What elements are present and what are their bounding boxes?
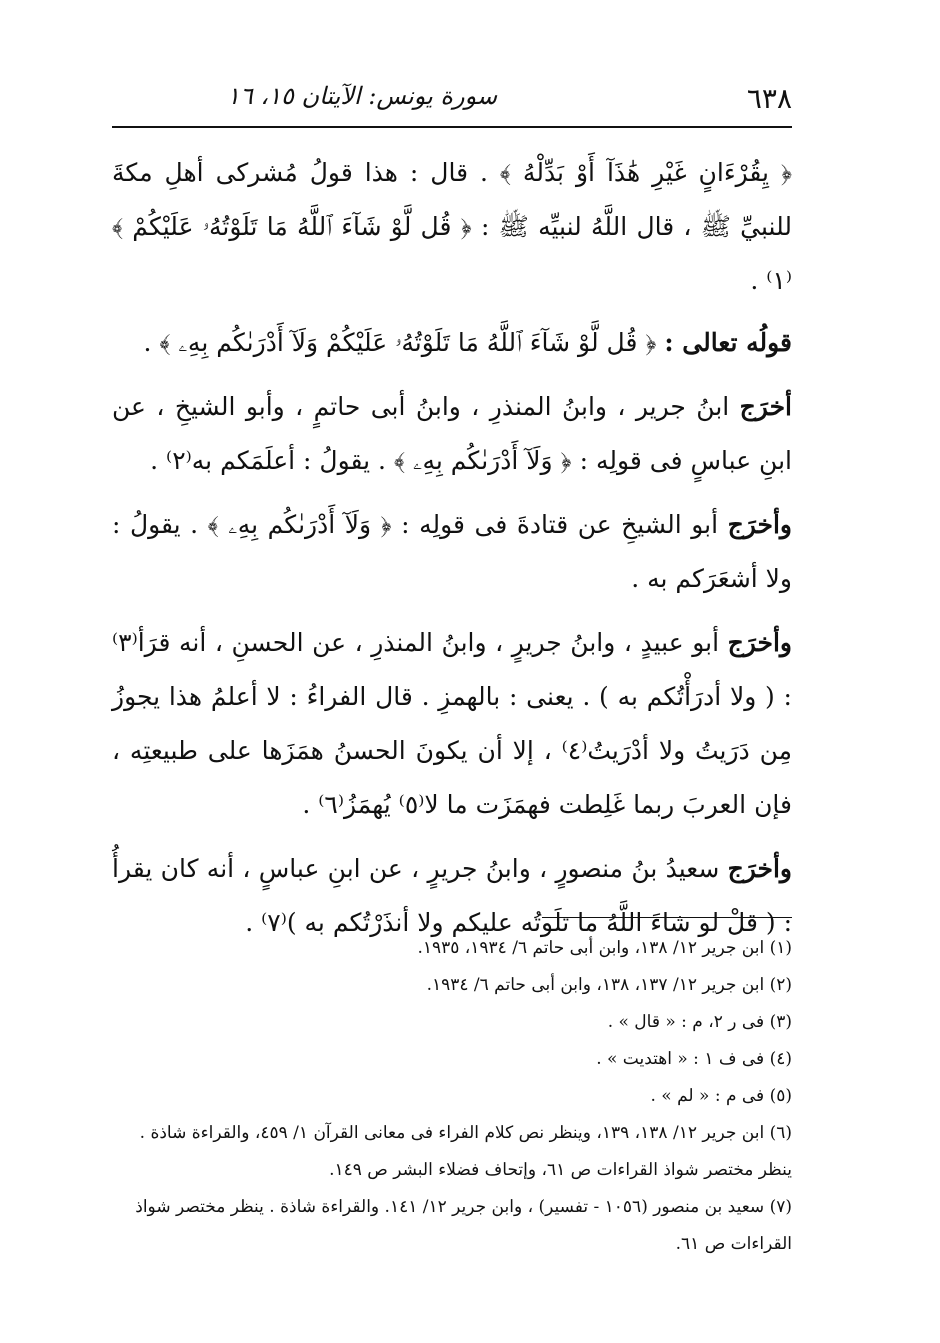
footnote-rule (542, 917, 792, 918)
paragraph-lead: وأخرَج (727, 510, 792, 539)
paragraph-lead: وأخرَج (727, 628, 792, 657)
footnote: (٧) سعيد بن منصور (١٠٥٦ - تفسير) ، وابن جرير ١٢/ ١٤١. والقراءة شاذة . ينظر مختصر شواذ القراءات ص ٦١. (135, 1197, 792, 1254)
body-text (112, 146, 792, 960)
paragraph-text: سعيدُ بنُ منصورٍ ، وابنُ جريرٍ ، عن ابنِ عباسٍ ، أنه كان يقرأُ : ( قلْ لو شاءَ اللَّهُ ما تلَوتُه عليكم ولا أنذَرْتُكم به )⁽٧⁾ . (112, 854, 792, 937)
paragraph (112, 146, 792, 308)
footnote: (٤) فى ف ١ : « اهتديت » . (596, 1049, 792, 1069)
paragraph (112, 616, 792, 832)
paragraph (112, 380, 792, 488)
footnote: (٣) فى ر ٢، م : « قال » . (607, 1012, 792, 1032)
paragraph-text: ﴿ قُل لَّوْ شَآءَ ٱللَّهُ مَا تَلَوْتُهُۥ عَلَيْكُمْ وَلَآ أَدْرَىٰكُم بِهِۦ ﴾ . (143, 328, 665, 357)
page-number: ٦٣٨ (746, 82, 792, 115)
paragraph-lead: أخرَج (739, 392, 792, 421)
footnote: (١) ابن جرير ١٢/ ١٣٨، وابن أبى حاتم ٦/ ١٩٣٤، ١٩٣٥. (417, 938, 792, 958)
footnote: (٢) ابن جرير ١٢/ ١٣٧، ١٣٨، وابن أبى حاتم ٦/ ١٩٣٤. (426, 975, 792, 995)
paragraph (112, 498, 792, 606)
paragraph-text: ﴿ يِقُرْءَانٍ غَيْرِ هَٰذَآ أَوْ بَدِّلْهُ ﴾ . قال : هذا قولُ مُشركى أهلِ مكةَ للنبيِّ ﷺ ، قال اللَّهُ لنبيِّه ﷺ : ﴿ قُل لَّوْ شَآءَ ٱللَّهُ مَا تَلَوْتُهُۥ عَلَيْكُمْ ﴾⁽١⁾ . (112, 158, 792, 295)
paragraph-text: ابنُ جرير ، وابنُ المنذرِ ، وابنُ أبى حاتمٍ ، وأبو الشيخِ ، عن ابنِ عباسٍ فى قولِه : ﴿ وَلَآ أَدْرَىٰكُم بِهِۦ ﴾ . يقولُ : أعلَمَكم به⁽٢⁾ . (112, 392, 792, 475)
paragraph (112, 316, 792, 370)
paragraph-text: أبو الشيخِ عن قتادةَ فى قولِه : ﴿ وَلَآ أَدْرَىٰكُم بِهِۦ ﴾ . يقولُ : ولا أشعَرَكم به . (112, 510, 792, 593)
footnotes (112, 930, 792, 1263)
paragraph-lead: قولُه تعالى : (664, 328, 792, 357)
footnote: (٥) فى م : « لم » . (650, 1086, 792, 1106)
running-head: سورة يونس: الآيتان ١٥، ١٦ (226, 82, 498, 110)
paragraph-lead: وأخرَج (727, 854, 792, 883)
paragraph-text: أبو عبيدٍ ، وابنُ جريرٍ ، وابنُ المنذرِ ، عن الحسنِ ، أنه قرَأ⁽٣⁾ : ( ولا أدرَأْتُكم به ) . يعنى : بالهمزِ . قال الفراءُ : لا أعلمُ هذا يجوزُ مِن دَرَيتُ ولا أدْرَيتُ⁽٤⁾ ، إلا أن يكونَ الحسنُ همَزَها على طبيعتِه ، فإن العربَ ربما غَلِطت فهمَزَت ما لا⁽٥⁾ يُهمَزُ⁽٦⁾ . (112, 628, 792, 819)
header-rule (112, 126, 792, 128)
footnote: (٦) ابن جرير ١٢/ ١٣٨، ١٣٩، وينظر نص كلام الفراء فى معانى القرآن ١/ ٤٥٩، والقراءة شاذة . ينظر مختصر شواذ القراءات ص ٦١، وإتحاف فضلاء البشر ص ١٤٩. (139, 1123, 792, 1180)
page-header (112, 78, 792, 122)
